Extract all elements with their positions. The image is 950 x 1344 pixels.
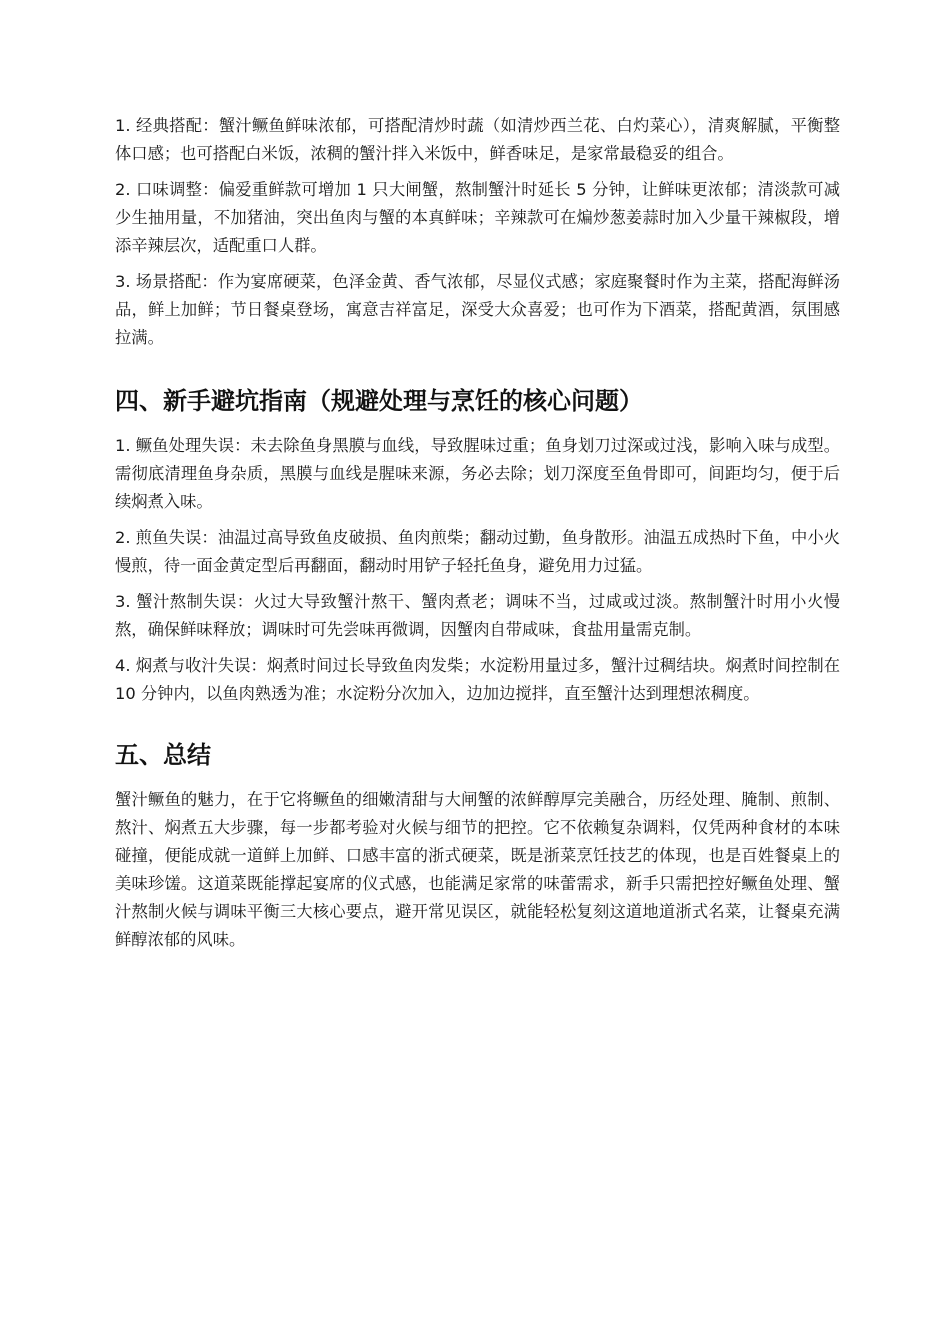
- list-item-pairing-taste: 2. 口味调整：偏爱重鲜款可增加 1 只大闸蟹，熬制蟹汁时延长 5 分钟，让鲜味更浓郁；清淡款可减少生抽用量，不加猪油，突出鱼肉与蟹的本真鲜味；辛辣款可在煸炒葱姜蒜时加入少量干辣椒段，增添辛辣层次，适配重口人群。: [115, 180, 840, 255]
- list-item-pitfall-braising: 4. 焖煮与收汁失误：焖煮时间过长导致鱼肉发柴；水淀粉用量过多，蟹汁过稠结块。焖煮时间控制在 10 分钟内，以鱼肉熟透为准；水淀粉分次加入，边加边搅拌，直至蟹汁达到理想浓稠度。: [115, 656, 840, 703]
- section-heading-summary: 五、总结: [115, 741, 211, 769]
- document-page: [115, 112, 840, 962]
- summary-paragraph: 蟹汁鳜鱼的魅力，在于它将鳜鱼的细嫩清甜与大闸蟹的浓鲜醇厚完美融合，历经处理、腌制、煎制、熬汁、焖煮五大步骤，每一步都考验对火候与细节的把控。它不依赖复杂调料，仅凭两种食材的本味碰撞，便能成就一道鲜上加鲜、口感丰富的浙式硬菜，既是浙菜烹饪技艺的体现，也是百姓餐桌上的美味珍馐。这道菜既能撑起宴席的仪式感，也能满足家常的味蕾需求，新手只需把控好鳜鱼处理、蟹汁熬制火候与调味平衡三大核心要点，避开常见误区，就能轻松复刻这道地道浙式名菜，让餐桌充满鲜醇浓郁的风味。: [115, 790, 840, 949]
- section-heading-pitfalls: 四、新手避坑指南（规避处理与烹饪的核心问题）: [115, 387, 643, 415]
- list-item-pitfall-sauce: 3. 蟹汁熬制失误：火过大导致蟹汁熬干、蟹肉煮老；调味不当，过咸或过淡。熬制蟹汁时用小火慢熬，确保鲜味释放；调味时可先尝味再微调，因蟹肉自带咸味，食盐用量需克制。: [115, 592, 840, 639]
- list-item-pitfall-frying: 2. 煎鱼失误：油温过高导致鱼皮破损、鱼肉煎柴；翻动过勤，鱼身散形。油温五成热时下鱼，中小火慢煎，待一面金黄定型后再翻面，翻动时用铲子轻托鱼身，避免用力过猛。: [115, 528, 840, 575]
- list-item-pitfall-fish-prep: 1. 鳜鱼处理失误：未去除鱼身黑膜与血线，导致腥味过重；鱼身划刀过深或过浅，影响入味与成型。需彻底清理鱼身杂质，黑膜与血线是腥味来源，务必去除；划刀深度至鱼骨即可，间距均匀，便于后续焖煮入味。: [115, 436, 840, 511]
- list-item-pairing-scene: 3. 场景搭配：作为宴席硬菜，色泽金黄、香气浓郁，尽显仪式感；家庭聚餐时作为主菜，搭配海鲜汤品，鲜上加鲜；节日餐桌登场，寓意吉祥富足，深受大众喜爱；也可作为下酒菜，搭配黄酒，氛围感拉满。: [115, 272, 840, 347]
- list-item-pairing-classic: 1. 经典搭配：蟹汁鳜鱼鲜味浓郁，可搭配清炒时蔬（如清炒西兰花、白灼菜心），清爽解腻，平衡整体口感；也可搭配白米饭，浓稠的蟹汁拌入米饭中，鲜香味足，是家常最稳妥的组合。: [115, 116, 840, 163]
